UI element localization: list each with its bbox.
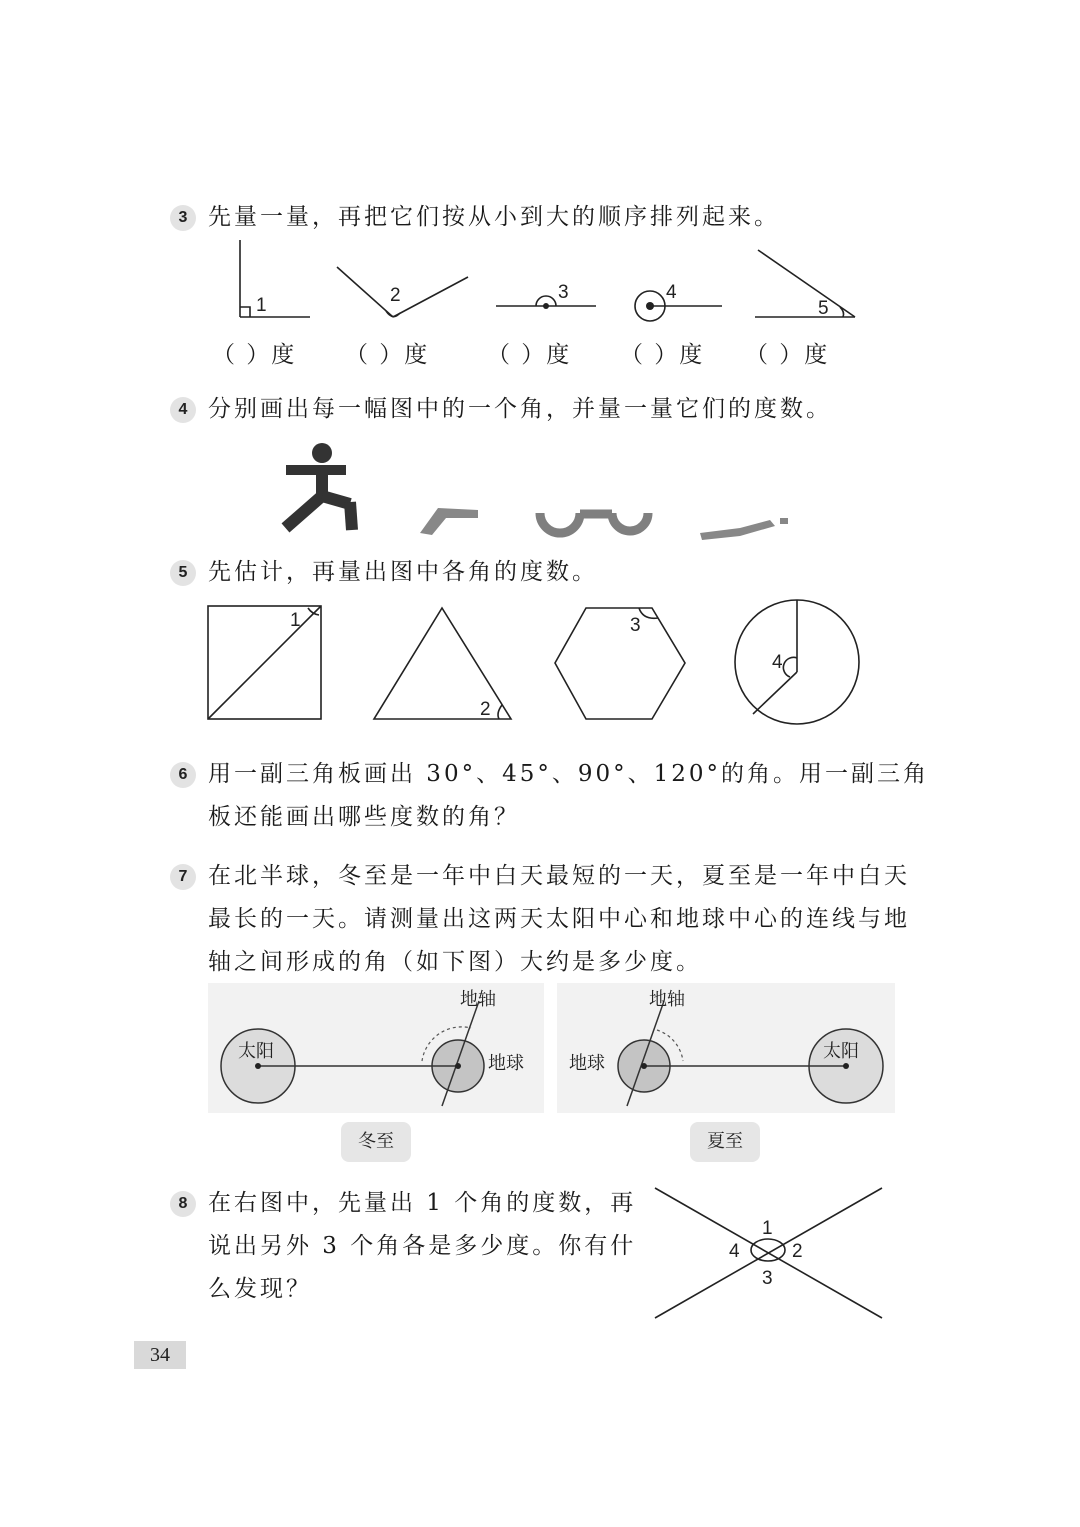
faint-picture-2 [420,508,478,535]
summer-solstice-caption: 夏至 [690,1122,760,1162]
intersecting-lines-figure [650,1180,890,1325]
question-number: 4 [170,397,196,423]
angle-label-2: 2 [480,699,491,720]
angle-figure-5 [755,250,855,317]
question-number: 7 [170,864,196,890]
angle-figure-2 [337,267,468,317]
lunge-figure [286,443,352,530]
axis-label: 地轴 [460,989,496,1010]
angle-label-1: 1 [762,1218,773,1239]
faint-picture-4 [700,518,788,540]
sun-label: 太阳 [823,1041,859,1062]
page-number: 34 [134,1341,186,1369]
question-text: 先量一量，再把它们按从小到大的顺序排列起来。 [208,204,780,230]
angle-label-4: 4 [729,1241,740,1262]
question-text-line-2: 说出另外 3 个角各是多少度。你有什 [208,1233,637,1259]
question-text-line-3: 轴之间形成的角（如下图）大约是多少度。 [208,949,702,975]
question-text-line-2: 板还能画出哪些度数的角？ [208,804,520,830]
shapes-figures [200,598,870,728]
question-text-line-1: 在北半球，冬至是一年中白天最短的一天，夏至是一年中白天 [208,863,910,889]
question-number: 6 [170,762,196,788]
angle-label-2: 2 [390,285,401,306]
angle-figure-1 [240,240,310,317]
answer-blank[interactable]: （ ）度 [745,342,830,368]
angle-label-3: 3 [762,1268,773,1289]
question-text: 先估计，再量出图中各角的度数。 [208,559,598,585]
sun-label: 太阳 [238,1041,274,1062]
winter-solstice-diagram [208,983,544,1113]
question-text: 分别画出每一幅图中的一个角，并量一量它们的度数。 [208,396,832,422]
summer-solstice-diagram [557,983,895,1113]
answer-blank[interactable]: （ ）度 [620,342,705,368]
question-text-line-2: 最长的一天。请测量出这两天太阳中心和地球中心的连线与地 [208,906,910,932]
question-text-line-1: 在右图中，先量出 1 个角的度数，再 [208,1190,637,1216]
question-text-line-3: 么发现？ [208,1276,312,1302]
axis-label: 地轴 [649,989,685,1010]
question-number: 8 [170,1191,196,1217]
answer-blank[interactable]: （ ）度 [487,342,572,368]
hexagon-shape [555,608,685,719]
angle-label-1: 1 [256,295,267,316]
winter-solstice-caption: 冬至 [341,1122,411,1162]
angle-label-1: 1 [290,610,301,631]
angle-label-4: 4 [772,652,783,673]
answer-blank[interactable]: （ ）度 [212,342,297,368]
activity-pictures [270,438,830,548]
angle-label-4: 4 [666,282,677,303]
answer-blank[interactable]: （ ）度 [345,342,430,368]
angle-label-5: 5 [818,298,829,319]
question-text-line-1: 用一副三角板画出 30°、45°、90°、120°的角。用一副三角 [208,761,930,787]
angle-figures-row [200,235,880,330]
question-number: 3 [170,205,196,231]
question-number: 5 [170,560,196,586]
angle-label-2: 2 [792,1241,803,1262]
angle-label-3: 3 [558,282,569,303]
earth-label: 地球 [569,1053,605,1074]
angle-label-3: 3 [630,615,641,636]
earth-label: 地球 [488,1053,524,1074]
faint-picture-3 [540,513,648,533]
